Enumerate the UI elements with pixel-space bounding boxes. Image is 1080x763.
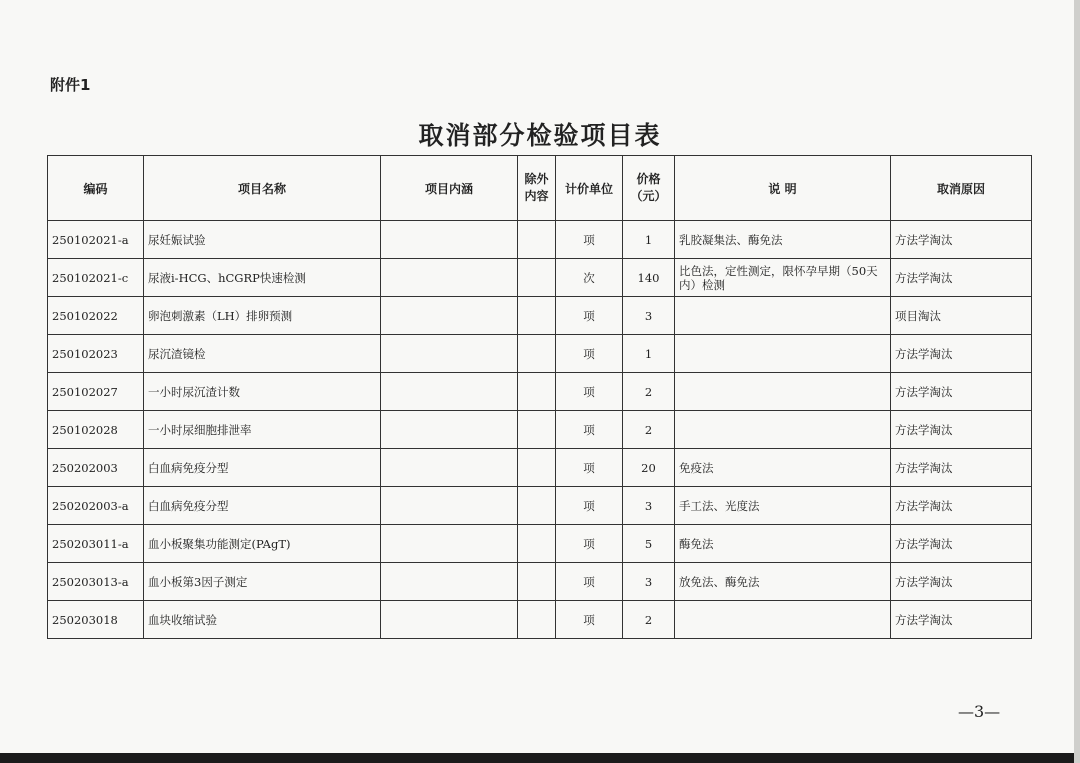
cell-excluded [518,373,556,411]
cell-note [675,601,891,639]
table-body [48,221,1032,639]
cell-price: 1 [623,335,675,373]
cell-excluded [518,525,556,563]
scan-right-edge [1074,0,1080,763]
cell-code: 250102028 [48,411,144,449]
cell-reason: 方法学淘汰 [891,373,1032,411]
cell-unit: 项 [556,297,623,335]
cell-price: 20 [623,449,675,487]
cell-note: 比色法，定性测定，限怀孕早期（50天内）检测 [675,259,891,297]
cell-reason: 方法学淘汰 [891,259,1032,297]
cell-content [381,373,518,411]
table-row [48,259,1032,297]
cell-price: 140 [623,259,675,297]
cell-unit: 项 [556,335,623,373]
header-note: 说 明 [675,156,891,221]
cell-unit: 项 [556,221,623,259]
cell-reason: 方法学淘汰 [891,449,1032,487]
cell-code: 250202003 [48,449,144,487]
cell-price: 5 [623,525,675,563]
cell-excluded [518,601,556,639]
table-row [48,525,1032,563]
cell-name: 尿液i-HCG、hCGRP快速检测 [144,259,381,297]
cell-reason: 方法学淘汰 [891,221,1032,259]
cell-code: 250102027 [48,373,144,411]
cell-unit: 项 [556,373,623,411]
items-table [47,155,1032,639]
cell-code: 250203013-a [48,563,144,601]
cell-excluded [518,487,556,525]
table-row [48,563,1032,601]
cell-content [381,259,518,297]
cell-content [381,525,518,563]
table-row [48,449,1032,487]
cell-excluded [518,259,556,297]
cell-reason: 方法学淘汰 [891,487,1032,525]
cell-unit: 项 [556,563,623,601]
cell-reason: 方法学淘汰 [891,525,1032,563]
cell-reason: 方法学淘汰 [891,411,1032,449]
cell-code: 250102022 [48,297,144,335]
cell-excluded [518,335,556,373]
cell-name: 白血病免疫分型 [144,449,381,487]
cell-excluded [518,563,556,601]
cell-note: 免疫法 [675,449,891,487]
cell-price: 2 [623,601,675,639]
cell-unit: 项 [556,525,623,563]
cell-price: 1 [623,221,675,259]
attachment-label: 附件1 [50,76,91,94]
cell-code: 250102023 [48,335,144,373]
cell-content [381,221,518,259]
cell-name: 一小时尿细胞排泄率 [144,411,381,449]
cell-content [381,563,518,601]
cell-unit: 项 [556,487,623,525]
cell-content [381,411,518,449]
cell-code: 250202003-a [48,487,144,525]
cell-reason: 方法学淘汰 [891,563,1032,601]
cell-note [675,335,891,373]
table-row [48,297,1032,335]
cell-note: 乳胶凝集法、酶免法 [675,221,891,259]
cell-unit: 项 [556,449,623,487]
header-content: 项目内涵 [381,156,518,221]
cell-name: 白血病免疫分型 [144,487,381,525]
cell-price: 3 [623,487,675,525]
cell-note [675,297,891,335]
cell-price: 2 [623,373,675,411]
cell-name: 尿妊娠试验 [144,221,381,259]
cell-name: 血小板聚集功能测定(PAgT) [144,525,381,563]
cell-reason: 方法学淘汰 [891,335,1032,373]
cell-excluded [518,221,556,259]
cell-reason: 项目淘汰 [891,297,1032,335]
page-title: 取消部分检验项目表 [418,121,662,150]
cell-content [381,297,518,335]
cell-note: 手工法、光度法 [675,487,891,525]
cell-note: 酶免法 [675,525,891,563]
cell-excluded [518,411,556,449]
cell-note: 放免法、酶免法 [675,563,891,601]
header-excluded: 除外 内容 [518,156,556,221]
cell-name: 血块收缩试验 [144,601,381,639]
cell-code: 250203011-a [48,525,144,563]
header-code: 编码 [48,156,144,221]
scan-bottom-edge [0,753,1080,763]
cell-content [381,449,518,487]
cell-code: 250102021-c [48,259,144,297]
cell-name: 尿沉渣镜检 [144,335,381,373]
cell-excluded [518,449,556,487]
table-row [48,487,1032,525]
cell-content [381,487,518,525]
table-row [48,373,1032,411]
cell-unit: 项 [556,601,623,639]
cell-note [675,373,891,411]
cell-reason: 方法学淘汰 [891,601,1032,639]
cell-unit: 次 [556,259,623,297]
table-header-row [48,156,1032,221]
table-row [48,601,1032,639]
cell-name: 血小板第3因子测定 [144,563,381,601]
cell-name: 一小时尿沉渣计数 [144,373,381,411]
cell-content [381,601,518,639]
cell-price: 2 [623,411,675,449]
header-reason: 取消原因 [891,156,1032,221]
header-unit: 计价单位 [556,156,623,221]
cell-code: 250203018 [48,601,144,639]
cell-content [381,335,518,373]
table-row [48,335,1032,373]
header-price: 价格 （元） [623,156,675,221]
cell-price: 3 [623,563,675,601]
header-name: 项目名称 [144,156,381,221]
table-row [48,411,1032,449]
cell-price: 3 [623,297,675,335]
cell-name: 卵泡刺激素（LH）排卵预测 [144,297,381,335]
cell-note [675,411,891,449]
cell-excluded [518,297,556,335]
page-number: —3— [958,702,1001,721]
cell-code: 250102021-a [48,221,144,259]
cell-unit: 项 [556,411,623,449]
table-row [48,221,1032,259]
